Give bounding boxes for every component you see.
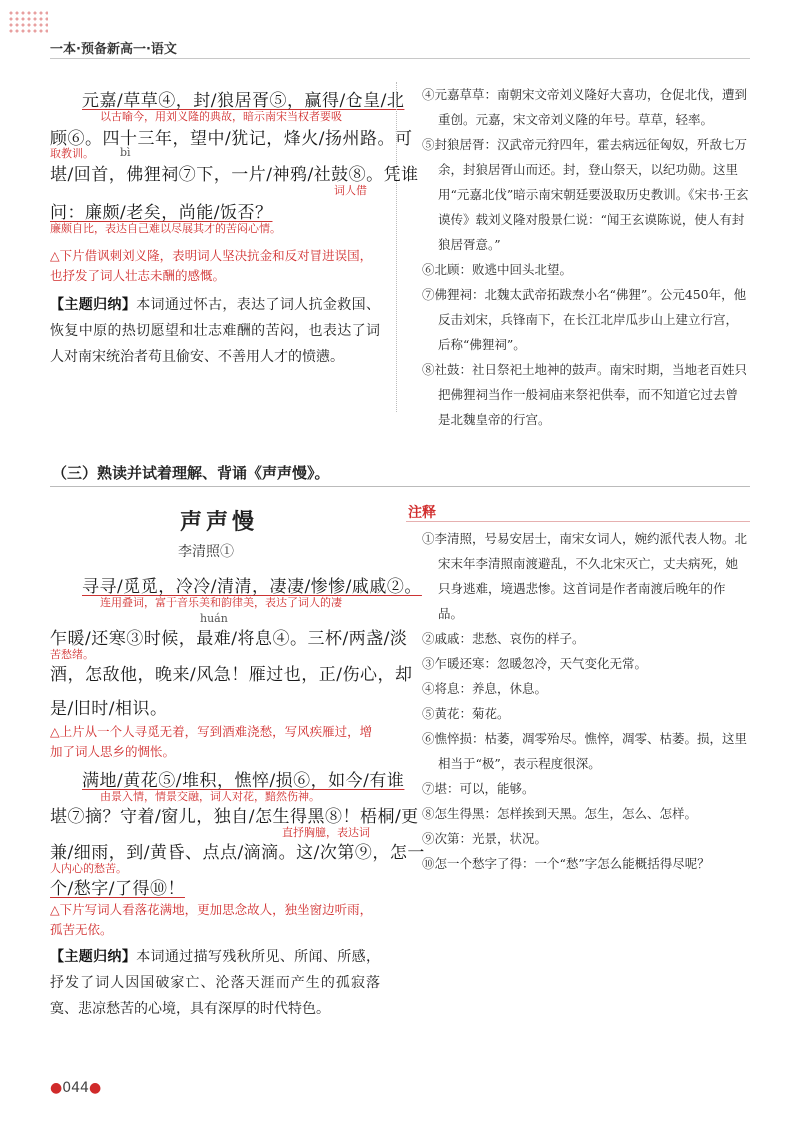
poem1-annotation-3: 词人借: [334, 184, 367, 197]
poem2-line-8: 个/愁字/了得⑩！: [50, 879, 185, 899]
poem1-line-2: 顾⑥。四十三年，望中/犹记，烽火/扬州路。可: [50, 129, 413, 149]
note-item: ⑥憔悴损：枯萎，凋零殆尽。憔悴，凋零、枯萎。损，这里相当于“极”，表示程度很深。: [422, 731, 748, 771]
poem1-analysis-note: △下片借讽刺刘义隆，表明词人坚决抗金和反对冒进误国，也抒发了词人壮志未酬的感慨。: [50, 248, 373, 283]
page-number: ●044●: [50, 1080, 102, 1096]
pinyin-bi: bì: [120, 146, 131, 159]
poem1-line-1: 元嘉/草草④，封/狼居胥⑤，赢得/仓皇/北: [82, 91, 405, 111]
poem1-annotation-2: 取教训。: [50, 147, 94, 160]
poem2-line-1: 寻寻/觅觅，冷冷/清清，凄凄/惨惨/戚戚②。: [82, 577, 422, 597]
note-item: ⑤黄花：菊花。: [422, 706, 510, 721]
note-item: ⑧怎生得黑：怎样挨到天黑。怎生，怎么、怎样。: [422, 806, 698, 821]
section-rule: [50, 486, 750, 487]
note-item: ⑤封狼居胥：汉武帝元狩四年，霍去病远征匈奴，歼敌七万余，封狼居胥山而还。封，登山祭天，以纪功勋。这里用“元嘉北伐”暗示南宋朝廷要汲取历史教训。《宋书·王玄谟传》载刘义隆对殷景仁说：“闻王玄谟陈说，使人有封狼居胥意。”: [422, 137, 749, 252]
poem2-line-5: 满地/黄花⑤/堆积，憔悴/损⑥，如今/有谁: [82, 771, 405, 791]
poem2-line-2: 乍暖/还寒③时候，最难/将息④。三杯/两盏/淡: [50, 629, 408, 649]
poem2-annotation-7: 人内心的愁苦。: [50, 862, 127, 875]
poem2-annotation-6: 直抒胸臆，表达词: [282, 826, 370, 839]
poem2-analysis-note-1: △上片从一个人寻觅无着，写到酒难浇愁，写风疾雁过，增加了词人思乡的惆怅。: [50, 724, 373, 759]
pinyin-huan: huán: [200, 612, 228, 625]
poem2-annotation-1: 连用叠词，富于音乐美和韵律美，表达了词人的凄: [100, 596, 342, 609]
poem1-annotation-4: 廉颇自比，表达自己难以尽展其才的苦闷心情。: [50, 222, 281, 235]
corner-dot-pattern: [8, 10, 48, 34]
note-item: ④将息：养息，休息。: [422, 681, 548, 696]
note-item: ⑧社鼓：社日祭祀土地神的鼓声。南宋时期，当地老百姓只把佛狸祠当作一般祠庙来祭祀供奉，而不知道它过去曾是北魏皇帝的行宫。: [422, 362, 748, 427]
summary-label: 【主题归纳】: [50, 949, 137, 965]
poem-author: 李清照①: [178, 544, 234, 560]
poem1-theme-summary: [50, 292, 380, 370]
note-item: ③乍暖还寒：忽暖忽冷，天气变化无常。: [422, 656, 648, 671]
running-header: 一本·预备新高一·语文: [50, 42, 177, 57]
poem1-line-4: 问：廉颇/老矣，尚能/饭否？: [50, 203, 273, 223]
poem-title: 声声慢: [180, 509, 259, 535]
note-item: ⑨次第：光景，状况。: [422, 831, 548, 846]
poem1-notes: [422, 82, 750, 432]
poem2-analysis-note-2: △下片写词人看落花满地，更加思念故人，独坐窗边听雨，孤苦无依。: [50, 902, 373, 937]
page-number-value: 044: [62, 1080, 89, 1096]
note-item: ②戚戚：悲愁、哀伤的样子。: [422, 631, 585, 646]
poem1-line-3: 堪/回首，佛狸祠⑦下，一片/神鸦/社鼓⑧。凭谁: [50, 165, 419, 185]
poem2-annotation-5: 由景入情，情景交融，词人对花，黯然伤神。: [100, 790, 320, 803]
notes-rule: [406, 521, 750, 522]
note-item: ⑦堪：可以，能够。: [422, 781, 535, 796]
note-item: ⑦佛狸祠：北魏太武帝拓跋焘小名“佛狸”。公元450年，他反击刘宋，兵锋南下，在长江北岸瓜步山上建立行宫，后称“佛狸祠”。: [422, 287, 747, 352]
summary-text: 本词通过怀古，表达了词人抗金救国、恢复中原的热切愿望和壮志难酬的苦闷，也表达了词人对南宋统治者苟且偷安、不善用人才的愤懑。: [50, 297, 381, 365]
poem2-line-3: 酒，怎敌他，晚来/风急！雁过也，正/伤心，却: [50, 665, 413, 685]
section-title: （三）熟读并试着理解、背诵《声声慢》。: [52, 464, 330, 482]
note-item: ①李清照，号易安居士，南宋女词人，婉约派代表人物。北宋末年李清照南渡避乱，不久北宋灭亡，丈夫病死，她只身逃难，境遇悲惨。这首词是作者南渡后晚年的作品。: [422, 531, 748, 621]
poem2-line-7: 兼/细雨，到/黄昏、点点/滴滴。这/次第⑨，怎一: [50, 843, 425, 863]
poem2-line-6: 堪⑦摘？守着/窗儿，独自/怎生得黑⑧！梧桐/更: [50, 807, 419, 827]
note-item: ⑩怎一个愁字了得：一个“愁”字怎么能概括得尽呢？: [422, 856, 710, 871]
poem2-line-4: 是/旧时/相识。: [50, 699, 168, 719]
header-rule: [50, 58, 750, 59]
summary-label: 【主题归纳】: [50, 297, 137, 313]
poem2-notes: [422, 526, 750, 876]
note-item: ⑥北顾：败逃中回头北望。: [422, 262, 573, 277]
notes-label: 注释: [408, 505, 436, 521]
poem1-annotation-1: 以古喻今，用刘义隆的典故，暗示南宋当权者要吸: [100, 110, 342, 123]
note-item: ④元嘉草草：南朝宋文帝刘义隆好大喜功，仓促北伐，遭到重创。元嘉，宋文帝刘义隆的年号。草草，轻率。: [422, 87, 748, 127]
poem2-theme-summary: [50, 944, 380, 1022]
summary-text: 本词通过描写残秋所见、所闻、所感，抒发了词人因国破家亡、沦落天涯而产生的孤寂落寞、悲凉愁苦的心境，具有深厚的时代特色。: [50, 949, 381, 1017]
column-divider: [396, 82, 397, 412]
poem2-annotation-2: 苦愁绪。: [50, 648, 94, 661]
